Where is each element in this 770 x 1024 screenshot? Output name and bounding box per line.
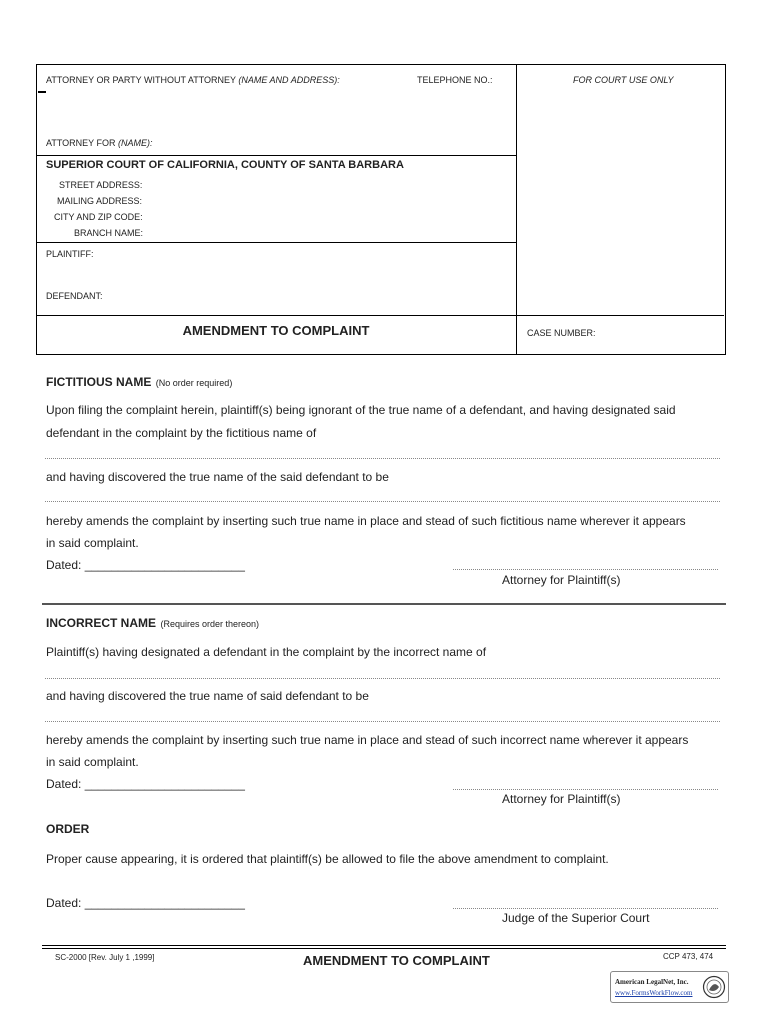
- court-name-divider: [36, 155, 516, 156]
- fictitious-signer: Attorney for Plaintiff(s): [502, 573, 621, 587]
- telephone-label: TELEPHONE NO.:: [417, 75, 493, 85]
- logo-company: American LegalNet, Inc.: [615, 978, 689, 986]
- incorrect-para3-line1: hereby amends the complaint by inserting such true name in place and stead of such incorrect name wherever it appears: [46, 733, 689, 747]
- incorrect-para1: Plaintiff(s) having designated a defendant in the complaint by the incorrect name of: [46, 645, 487, 659]
- case-number-label: CASE NUMBER:: [527, 328, 596, 338]
- field-marker: [38, 91, 46, 93]
- legalnet-logo[interactable]: [610, 971, 729, 1003]
- order-para: Proper cause appearing, it is ordered that plaintiff(s) be allowed to file the above amendment to complaint.: [46, 852, 609, 866]
- fictitious-para2: and having discovered the true name of the said defendant to be: [46, 470, 389, 484]
- mailing-label: MAILING ADDRESS:: [57, 196, 143, 206]
- fictitious-true-name-field[interactable]: [45, 501, 720, 502]
- caption-divider: [516, 64, 517, 354]
- incorrect-true-name-field[interactable]: [45, 721, 720, 722]
- incorrect-signer: Attorney for Plaintiff(s): [502, 792, 621, 806]
- incorrect-heading: INCORRECT NAME (Requires order thereon): [46, 616, 260, 630]
- defendant-label: DEFENDANT:: [46, 291, 103, 301]
- order-dated[interactable]: Dated: ________________________: [46, 896, 245, 910]
- incorrect-para3-line2: in said complaint.: [46, 755, 139, 769]
- caption-box: [36, 64, 726, 355]
- incorrect-para2: and having discovered the true name of said defendant to be: [46, 689, 369, 703]
- attorney-label: ATTORNEY OR PARTY WITHOUT ATTORNEY (NAME AND ADDRESS):: [46, 75, 340, 85]
- court-name: SUPERIOR COURT OF CALIFORNIA, COUNTY OF SANTA BARBARA: [46, 159, 404, 171]
- incorrect-name-field[interactable]: [45, 678, 720, 679]
- street-label: STREET ADDRESS:: [59, 180, 143, 190]
- fictitious-signature-line[interactable]: [453, 569, 718, 570]
- order-heading: ORDER: [46, 822, 90, 836]
- fictitious-name-field[interactable]: [45, 458, 720, 459]
- title-divider: [36, 315, 724, 316]
- incorrect-dated[interactable]: Dated: ________________________: [46, 777, 245, 791]
- footer-code: CCP 473, 474: [663, 952, 714, 961]
- plaintiff-label: PLAINTIFF:: [46, 249, 94, 259]
- attorney-for-label: ATTORNEY FOR (NAME):: [46, 138, 153, 148]
- court-use-label: FOR COURT USE ONLY: [573, 75, 674, 85]
- parties-divider: [36, 242, 516, 243]
- form-title: AMENDMENT TO COMPLAINT: [182, 323, 370, 338]
- fictitious-para3-line2: in said complaint.: [46, 536, 139, 550]
- footer-rule-bottom: [42, 948, 726, 949]
- logo-url[interactable]: www.FormsWorkFlow.com: [615, 989, 693, 997]
- fictitious-para3-line1: hereby amends the complaint by inserting such true name in place and stead of such fictitious name wherever it appears: [46, 514, 686, 528]
- footer-rule-top: [42, 945, 726, 946]
- fictitious-para1-line1: Upon filing the complaint herein, plaintiff(s) being ignorant of the true name of a defendant, and having designated said: [46, 403, 676, 417]
- fictitious-para1-line2: defendant in the complaint by the fictitious name of: [46, 426, 317, 440]
- order-signer: Judge of the Superior Court: [502, 911, 650, 925]
- fictitious-dated[interactable]: Dated: ________________________: [46, 558, 245, 572]
- form-id: SC-2000 [Rev. July 1 ,1999]: [55, 953, 155, 962]
- judge-signature-line[interactable]: [453, 908, 718, 909]
- branch-label: BRANCH NAME:: [74, 228, 144, 238]
- city-label: CITY AND ZIP CODE:: [54, 212, 143, 222]
- footer-title: AMENDMENT TO COMPLAINT: [303, 953, 490, 968]
- fictitious-heading: FICTITIOUS NAME (No order required): [46, 375, 233, 389]
- incorrect-signature-line[interactable]: [453, 789, 718, 790]
- legalnet-seal-icon: [702, 975, 726, 999]
- section-divider: [42, 603, 726, 605]
